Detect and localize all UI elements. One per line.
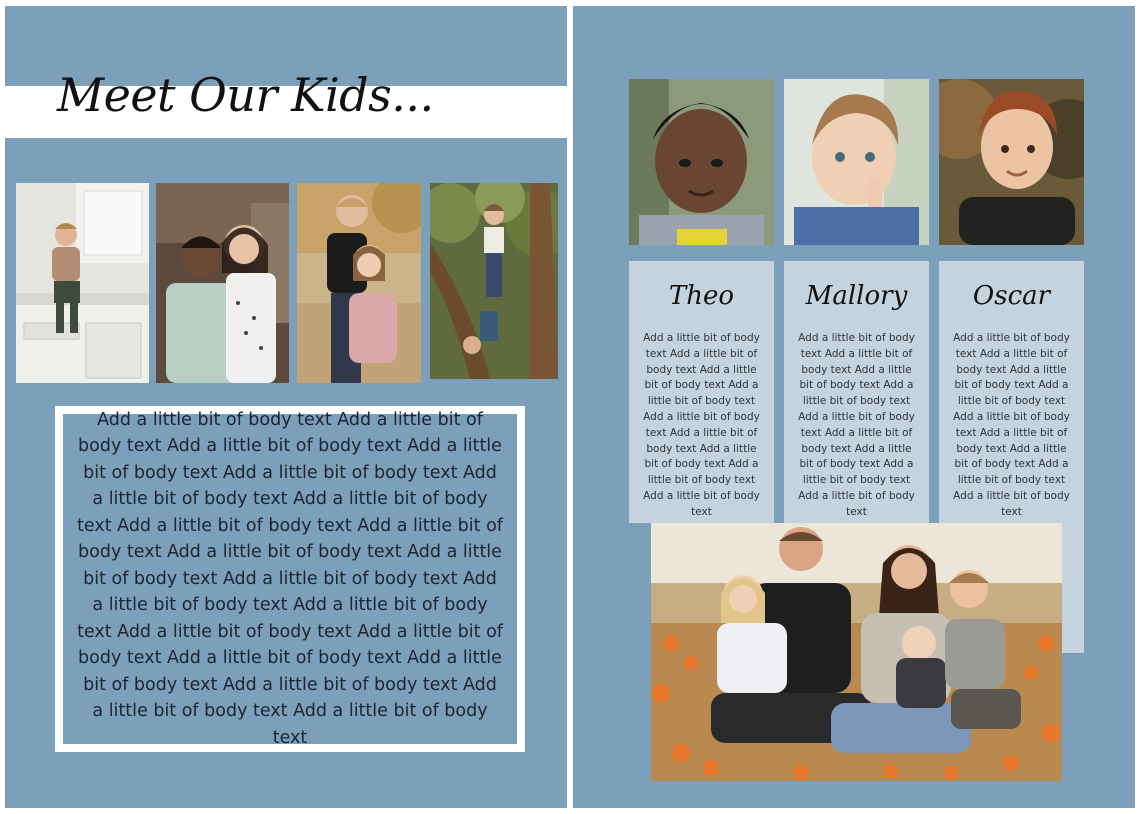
kid-body-mallory: Add a little bit of body text Add a little bit of body text Add a little bit of body text Add a little bit of body text Add a little bit of body text Add a little bit of body text Add a little bit of body text Add a little bit of body text Add a little bit of body text — [798, 332, 915, 518]
family-photo — [651, 523, 1062, 781]
photo-tree-climbing — [430, 183, 558, 379]
kid-card-theo — [629, 261, 774, 523]
portrait-mallory — [784, 79, 929, 245]
left-page — [5, 6, 567, 808]
right-page — [573, 6, 1135, 808]
photo-siblings-outdoors — [297, 183, 421, 383]
kid-card-mallory — [784, 261, 929, 523]
portrait-oscar — [939, 79, 1084, 245]
kid-name-theo: Theo — [668, 281, 735, 311]
photo-toddler-on-counter — [16, 183, 149, 383]
portrait-theo — [629, 79, 774, 245]
body-text-panel — [63, 409, 517, 748]
kid-body-oscar: Add a little bit of body text Add a little bit of body text Add a little bit of body text Add a little bit of body text Add a little bit of body text Add a little bit of body text Add a little bit of body text Add a little bit of body text Add a little bit of body text — [953, 332, 1070, 518]
body-text: Add a little bit of body text Add a little bit of body text Add a little bit of body text Add a little bit of body text Add a little bit of body text Add a little bit of body text Add a little bit of body text Add a little bit of body text Add a little bit of body text Add a little bit of body text Add a little bit of body text Add a little bit of body text Add a little bit of body text Add a little bit of body text Add a little bit of body text Add a little bit of body text Add a little bit of body text Add a little bit of body text Add a little bit of body text Add a little bit of body text Add a little bit of body text — [77, 409, 503, 748]
kid-body-theo: Add a little bit of body text Add a little bit of body text Add a little bit of body text Add a little bit of body text Add a little bit of body text Add a little bit of body text Add a little bit of body text Add a little bit of body text Add a little bit of body text — [643, 332, 760, 518]
photo-two-kids-hugging — [156, 183, 289, 383]
kid-name-mallory: Mallory — [805, 281, 908, 311]
kid-name-oscar: Oscar — [972, 281, 1051, 311]
page-title: Meet Our Kids... — [57, 68, 434, 122]
body-text-frame — [55, 406, 525, 752]
